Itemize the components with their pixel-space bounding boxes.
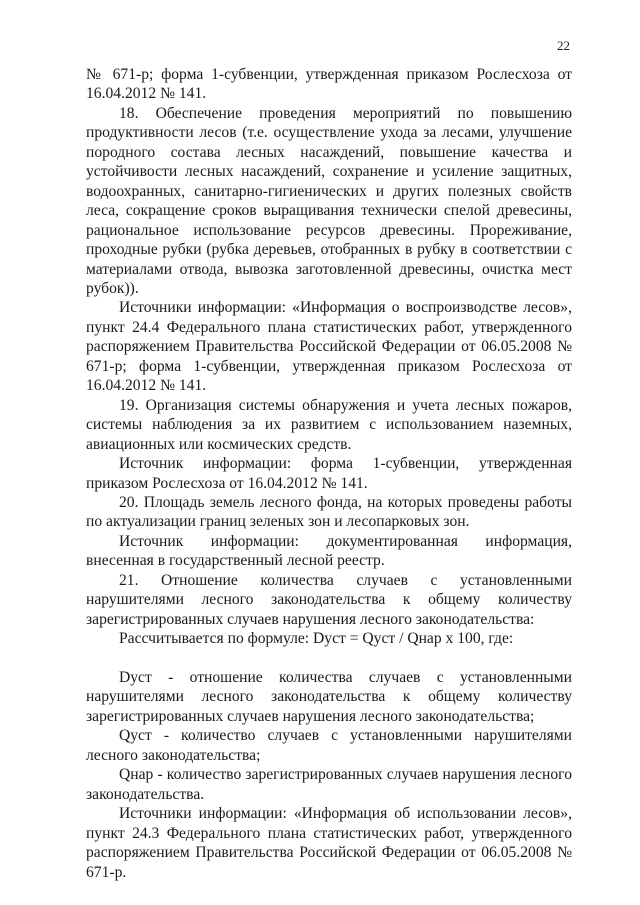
- paragraph-item-21: 21. Отношение количества случаев с установленными нарушителями лесного законодательства к общему количеству зарегистрированных случаев нарушения лесного законодательства:: [86, 571, 572, 628]
- paragraph-item-18: 18. Обеспечение проведения мероприятий по повышению продуктивности лесов (т.е. осуществление ухода за лесами, улучшение породного состава лесных насаждений, повышение качества и устойчивости лесных насаждений, сохранение и усиление защитных, водоохранных, санитарно-гигиенических и других полезных свойств леса, сокращение сроков выращивания технически спелой древесины, рациональное использование ресурсов древесины. Прореживание, проходные рубки (рубка деревьев, отобранных в рубку в соответствии с материалами отвода, вывозка заготовленной древесины, очистка мест рубок)).: [86, 104, 572, 297]
- paragraph-item-19: 19. Организация системы обнаружения и учета лесных пожаров, системы наблюдения за их развитием с использованием наземных, авиационных или космических средств.: [86, 396, 572, 453]
- paragraph-definition-dust: Dуст - отношение количества случаев с установленными нарушителями лесного законодательства к общему количеству зарегистрированных случаев нарушения лесного законодательства;: [86, 669, 572, 725]
- paragraph-sources-21: Источники информации: «Информация об использовании лесов», пункт 24.3 Федерального плана статистических работ, утвержденного распоряжением Правительства Российской Федерации от 06.05.2008 № 671-р.: [86, 805, 572, 881]
- paragraph-continuation: № 671-р; форма 1-субвенции, утвержденная приказом Рослесхоза от 16.04.2012 № 141.: [86, 66, 572, 103]
- paragraph-item-20: 20. Площадь земель лесного фонда, на которых проведены работы по актуализации границ зеленых зон и лесопарковых зон.: [86, 493, 572, 531]
- paragraph-formula: Рассчитывается по формуле: Dуст = Qуст / Qнар х 100, где:: [119, 630, 514, 648]
- blank-line: [86, 649, 572, 668]
- document-body: [86, 65, 572, 882]
- page-number: 22: [557, 38, 570, 53]
- paragraph-sources-18: Источники информации: «Информация о воспроизводстве лесов», пункт 24.4 Федерального плана статистических работ, утвержденного распоряжением Правительства Российской Федерации от 06.05.2008 № 671-р; форма 1-субвенции, утвержденная приказом Рослесхоза от 16.04.2012 № 141.: [86, 299, 572, 395]
- paragraph-source-19: Источник информации: форма 1-субвенции, утвержденная приказом Рослесхоза от 16.04.2012 № 141.: [86, 455, 572, 492]
- paragraph-definition-qust: Qуст - количество случаев с установленными нарушителями лесного законодательства;: [86, 727, 572, 764]
- paragraph-definition-qnar: Qнар - количество зарегистрированных случаев нарушения лесного законодательства.: [86, 766, 572, 803]
- paragraph-source-20: Источник информации: документированная информация, внесенная в государственный лесной реестр.: [86, 532, 572, 570]
